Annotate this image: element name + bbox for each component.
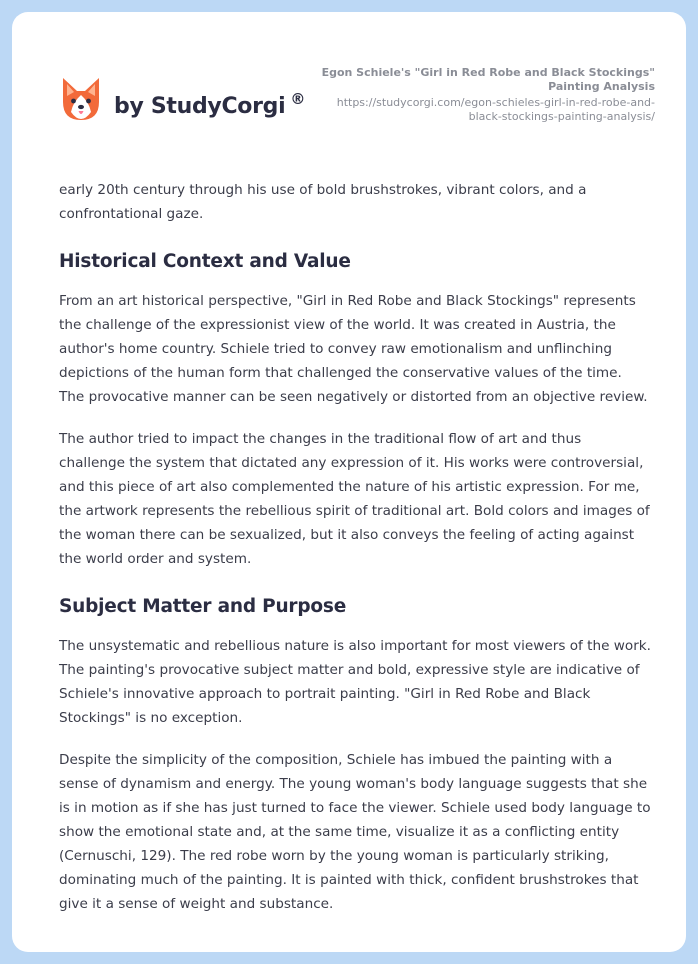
paragraph: The author tried to impact the changes in the traditional flow of art and thus challenge the system that dictated any expression of it. His works were controversial, and this piece of art also complemented the nature of his artistic expression. For me, the artwork represents the rebellious spirit of traditional art. Bold colors and images of the woman there can be sexualized, but it also conveys the feeling of acting against the world order and system. — [59, 431, 650, 567]
document-meta — [315, 66, 655, 123]
document-url[interactable]: https://studycorgi.com/egon-schieles-girl-in-red-robe-and-black-stockings-painting-analysis/ — [336, 96, 655, 123]
intro-paragraph: early 20th century through his use of bold brushstrokes, vibrant colors, and a confrontational gaze. — [59, 182, 587, 222]
section-heading-historical-context: Historical Context and Value — [59, 251, 351, 272]
page-header — [12, 12, 686, 152]
document-title: Egon Schiele's "Girl in Red Robe and Black Stockings" Painting Analysis — [321, 66, 655, 93]
corgi-logo-icon — [60, 76, 102, 122]
document-page — [12, 12, 686, 952]
paragraph: Despite the simplicity of the composition, Schiele has imbued the painting with a sense of dynamism and energy. The young woman's body language suggests that she is in motion as if she has just turned to face the viewer. Schiele used body language to show the emotional state and, at the same time, visualize it as a conflicting entity (Cernuschi, 129). The red robe worn by the young woman is particularly striking, dominating much of the painting. It is painted with thick, confident brushstrokes that give it a sense of weight and substance. — [59, 752, 651, 912]
brand-name — [114, 90, 306, 119]
brand-text: by StudyCorgi — [114, 94, 286, 119]
article-content — [59, 178, 651, 934]
paragraph: From an art historical perspective, "Girl in Red Robe and Black Stockings" represents the challenge of the expressionist view of the world. It was created in Austria, the author's home country. Schiele tried to convey raw emotionalism and unflinching depictions of the human form that challenged the conservative values of the time. The provocative manner can be seen negatively or distorted from an objective review. — [59, 293, 648, 405]
registered-mark: ® — [290, 90, 306, 108]
section-heading-subject-matter: Subject Matter and Purpose — [59, 596, 347, 617]
paragraph: The unsystematic and rebellious nature is also important for most viewers of the work. The painting's provocative subject matter and bold, expressive style are indicative of Schiele's innovative approach to portrait painting. "Girl in Red Robe and Black Stockings" is no exception. — [59, 638, 652, 726]
